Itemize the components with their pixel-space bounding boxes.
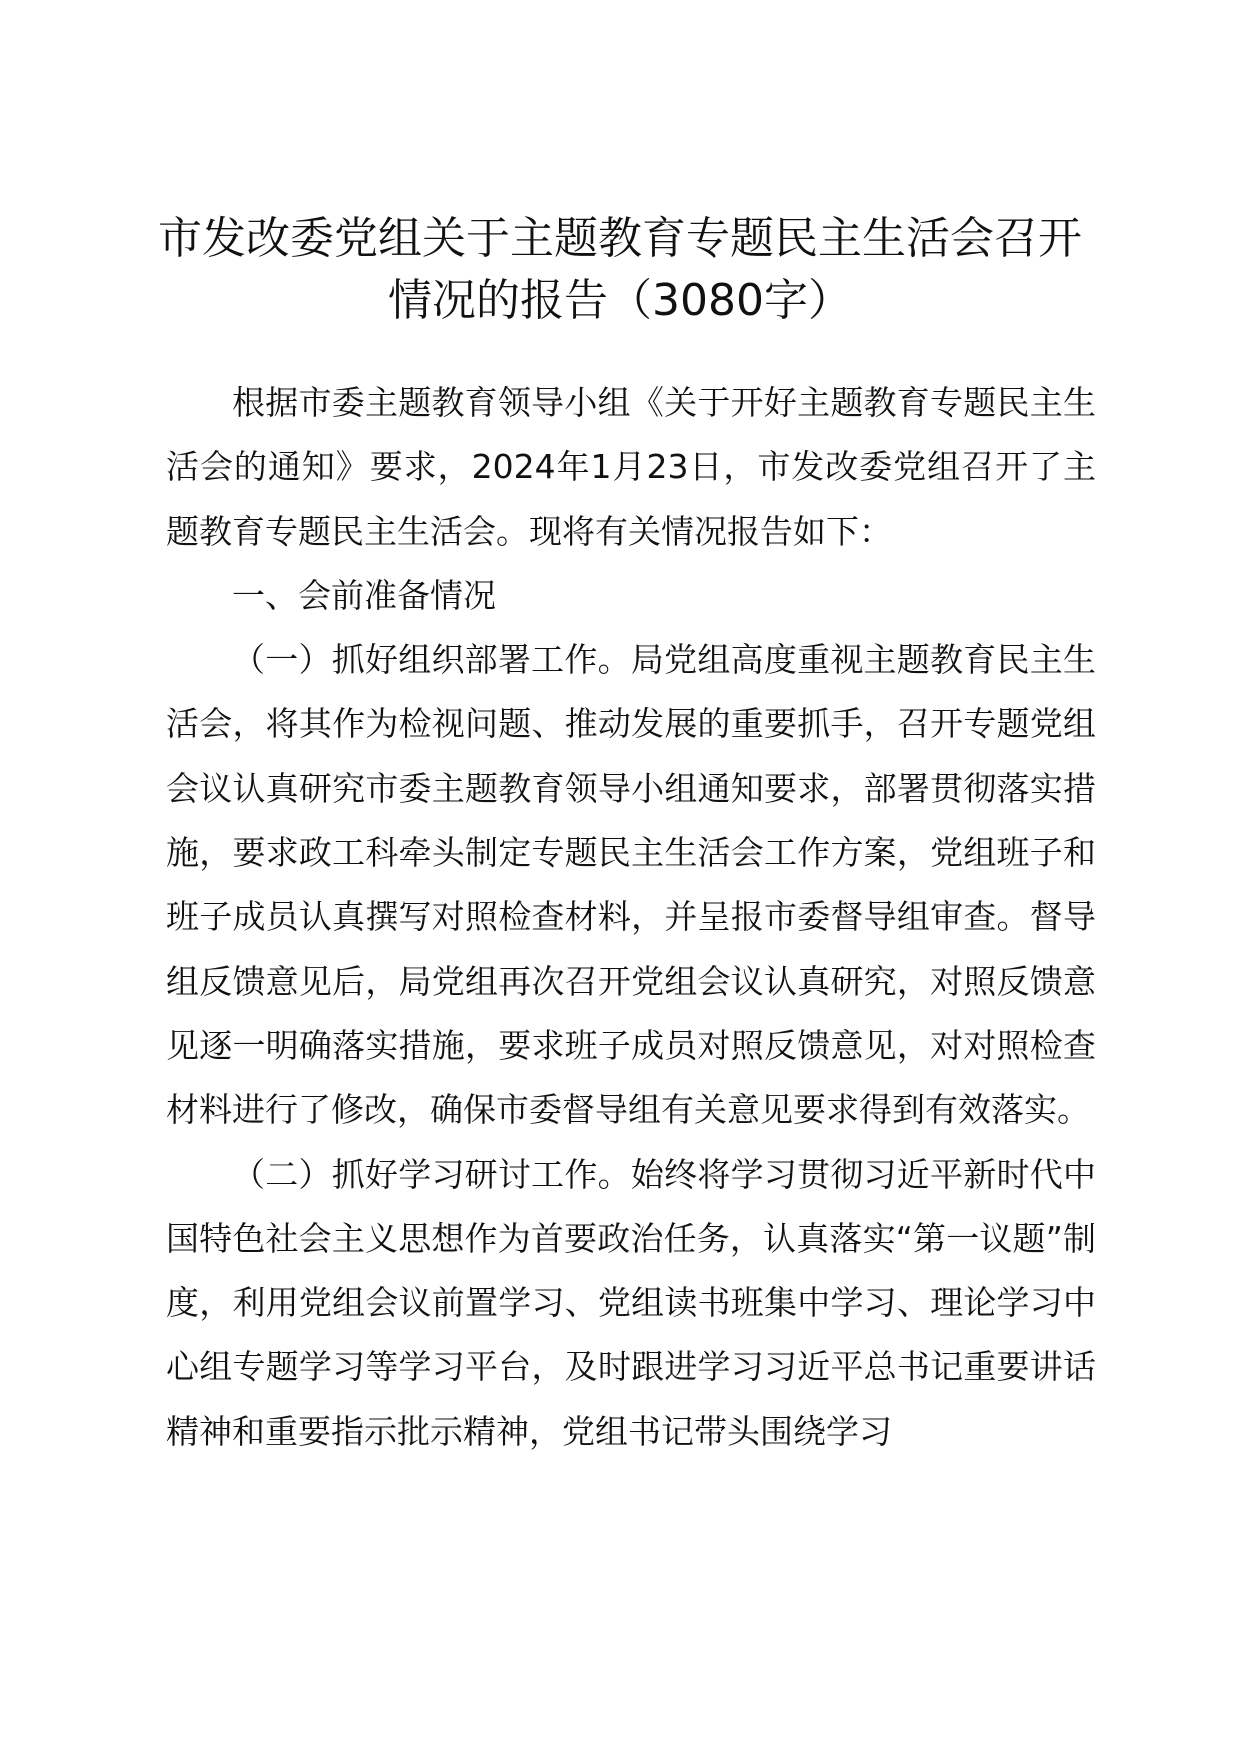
paragraph-organization: （一）抓好组织部署工作。局党组高度重视主题教育民主生活会，将其作为检视问题、推动发展的重要抓手，召开专题党组会议认真研究市委主题教育领导小组通知要求，部署贯彻落实措施，要求政工科牵头制定专题民主生活会工作方案，党组班子和班子成员认真撰写对照检查材料，并呈报市委督导组审查。督导组反馈意见后，局党组再次召开党组会议认真研究，对照反馈意见逐一明确落实措施，要求班子成员对照反馈意见，对对照检查材料进行了修改，确保市委督导组有关意见要求得到有效落实。 [166, 640, 1096, 1130]
document-body [166, 371, 1096, 1464]
paragraph-study: （二）抓好学习研讨工作。始终将学习贯彻习近平新时代中国特色社会主义思想作为首要政治任务，认真落实“第一议题”制度，利用党组会议前置学习、党组读书班集中学习、理论学习中心组专题学习等学习平台，及时跟进学习习近平总书记重要讲话精神和重要指示批示精神，党组书记带头围绕学习 [166, 1154, 1096, 1451]
document-title: 市发改委党组关于主题教育专题民主生活会召开情况的报告（3080字） [158, 213, 1082, 326]
paragraph-intro: 根据市委主题教育领导小组《关于开好主题教育专题民主生活会的通知》要求，2024年1月23日，市发改委党组召开了主题教育专题民主生活会。现将有关情况报告如下： [166, 383, 1096, 551]
section-heading: 一、会前准备情况 [232, 575, 496, 615]
